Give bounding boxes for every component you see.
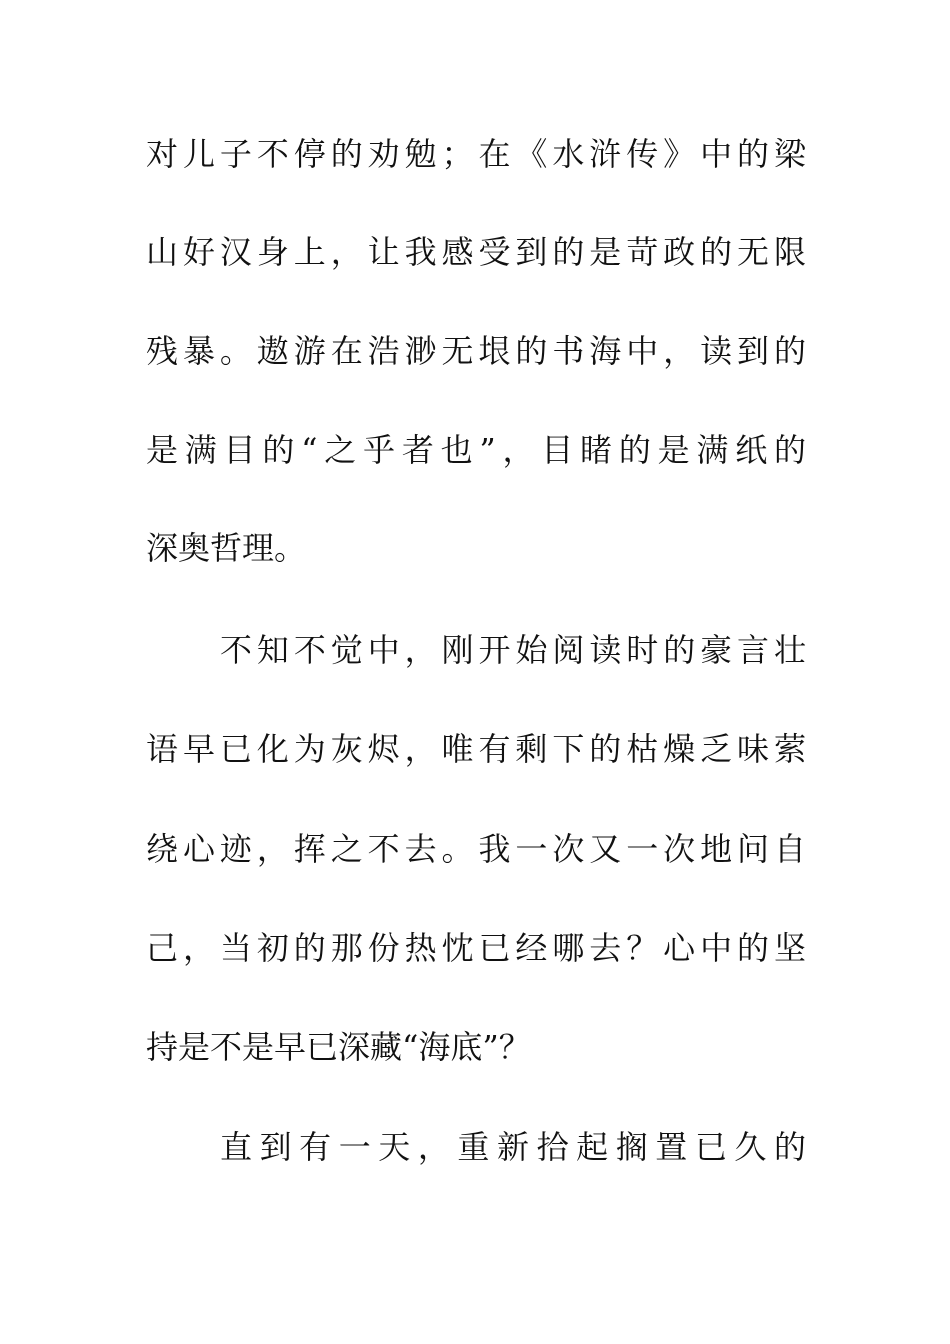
text-line-8: 绕心迹，挥之不去。我一次又一次地问自 bbox=[146, 830, 806, 868]
text-line-10: 持是不是早已深藏“海底”？ bbox=[146, 1028, 531, 1066]
text-line-2: 山好汉身上，让我感受到的是苛政的无限 bbox=[146, 233, 806, 271]
text-line-6: 不知不觉中，刚开始阅读时的豪言壮 bbox=[220, 631, 806, 669]
text-line-1: 对儿子不停的劝勉；在《水浒传》中的梁 bbox=[146, 135, 806, 173]
text-line-5: 深奥哲理。 bbox=[146, 529, 307, 567]
text-line-7: 语早已化为灰烬，唯有剩下的枯燥乏味萦 bbox=[146, 730, 806, 768]
text-line-4: 是满目的“之乎者也”，目睹的是满纸的 bbox=[146, 431, 806, 469]
text-line-3: 残暴。遨游在浩渺无垠的书海中，读到的 bbox=[146, 332, 806, 370]
text-line-11: 直到有一天，重新拾起搁置已久的 bbox=[220, 1128, 806, 1166]
text-line-9: 己，当初的那份热忱已经哪去？心中的坚 bbox=[146, 929, 806, 967]
